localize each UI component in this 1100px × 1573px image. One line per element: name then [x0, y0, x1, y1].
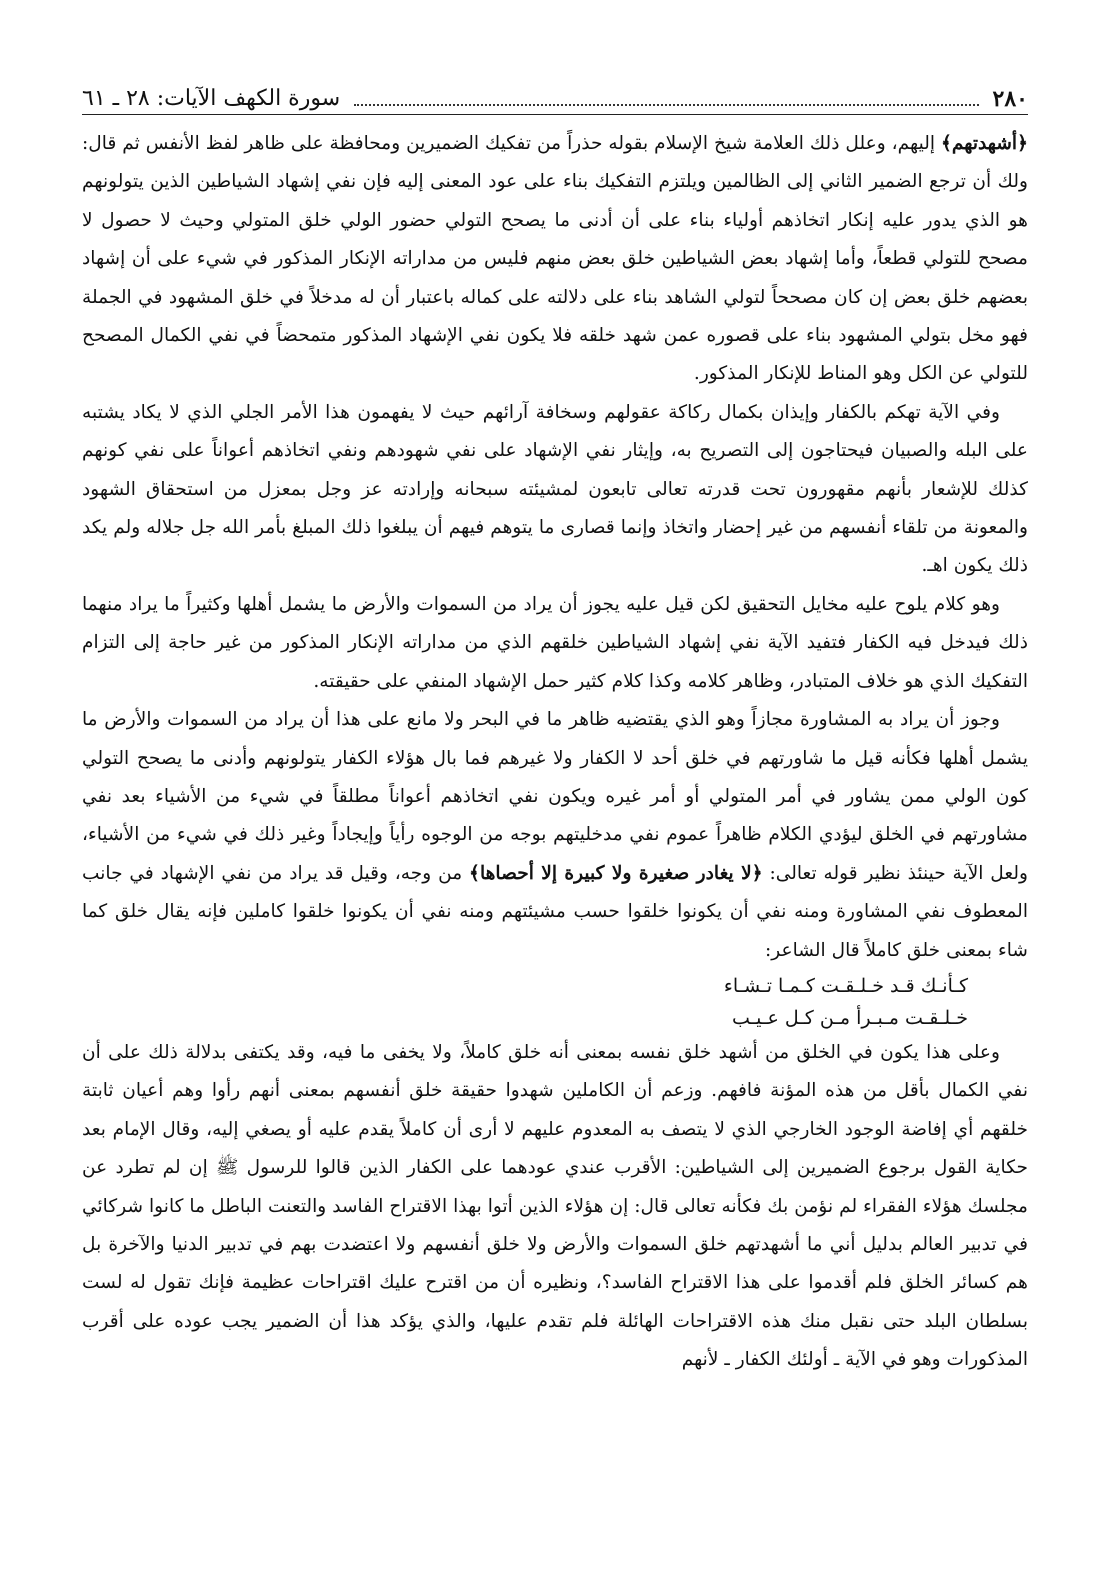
quoted-word: ﴿أشهدتهم﴾: [941, 133, 1028, 154]
page-number: ٢٨٠: [992, 86, 1028, 112]
header-dots-divider: [354, 104, 978, 106]
paragraph-4: [82, 701, 1028, 970]
poem-line-1: كـأنـك قـد خـلـقـت كـمـا تـشـاء: [723, 974, 968, 997]
poem-hemistich-1: [82, 970, 1028, 1002]
poem-hemistich-2: [82, 1002, 1028, 1034]
commentary-text: [82, 125, 1028, 1380]
paragraph-4-text-before: وجوز أن يراد به المشاورة مجازاً وهو الذي يقتضيه ظاهر ما في البحر ولا مانع على هذا أن يراد من السموات والأرض ما يشمل أهلها فكأنه قيل ما شاورتهم في خلق أحد لا الكفار ولا غيرهم فما بال هؤلاء الكفار يتولونهم وأدنى ما يصحح التولي كون الولي ممن يشاور في أمر المتولي أو أمر غيره ويكون نفي اتخاذهم أعواناً مطلقاً في شيء من الأشياء بعد نفي مشاورتهم في الخلق ليؤدي الكلام ظاهراً عموم نفي مدخليتهم بوجه من الوجوه رأياً وإيجاداً وغير ذلك في شيء من الأشياء، ولعل الآية حينئذ نظير قوله تعالى:: [82, 709, 1028, 884]
paragraph-4-text-after: من وجه، وقيل قد يراد من نفي الإشهاد في جانب المعطوف نفي المشاورة ومنه نفي أن يكونوا خلقوا حسب مشيئتهم ومنه نفي أن يكونوا خلقوا كاملين فإنه يقال خلق كما شاء بمعنى خلق كاملاً قال الشاعر:: [82, 862, 1028, 961]
paragraph-5: وعلى هذا يكون في الخلق من أشهد خلق نفسه بمعنى أنه خلق كاملاً، ولا يخفى ما فيه، وقد يكتفى بدلالة ذلك على أن نفي الكمال بأقل من هذه المؤنة فافهم. وزعم أن الكاملين شهدوا حقيقة خلق أنفسهم بمعنى أنهم رأوا وهم أعيان ثابتة خلقهم أي إفاضة الوجود الخارجي الذي لا يتصف به المعدوم عليهم لا أرى أن كاملاً يقدم عليه أو يصغي إليه، وقال الإمام بعد حكاية القول برجوع الضميرين إلى الشياطين: الأقرب عندي عودهما على الكفار الذين قالوا للرسول ﷺ إن لم تطرد عن مجلسك هؤلاء الفقراء لم نؤمن بك فكأنه تعالى قال: إن هؤلاء الذين أتوا بهذا الاقتراح الفاسد والتعنت الباطل ما كانوا شركائي في تدبير العالم بدليل أني ما أشهدتهم خلق السموات والأرض ولا خلق أنفسهم ولا اعتضدت بهم في تدبير الدنيا والآخرة بل هم كسائر الخلق فلم أقدموا على هذا الاقتراح الفاسد؟، ونظيره أن من اقترح عليك اقتراحات عظيمة فإنك تقول له لست بسلطان البلد حتى نقبل منك هذه الاقتراحات الهائلة فلم تقدم عليها، والذي يؤكد هذا أن الضمير يجب عوده على أقرب المذكورات وهو في الآية ـ أولئك الكفار ـ لأنهم: [82, 1041, 1028, 1371]
paragraph-2: وفي الآية تهكم بالكفار وإيذان بكمال ركاكة عقولهم وسخافة آرائهم حيث لا يفهمون هذا الأمر الجلي الذي لا يكاد يشتبه على البله والصبيان فيحتاجون إلى التصريح به، وإيثار نفي الإشهاد على نفي شهودهم ونفي اتخاذهم أعواناً على نفي كونهم كذلك للإشعار بأنهم مقهورون تحت قدرته تعالى تابعون لمشيئته سبحانه وإرادته عز وجل بمعزل من استحقاق الشهود والمعونة من تلقاء أنفسهم من غير إحضار واتخاذ وإنما قصارى ما يتوهم فيهم أن يبلغوا ذلك المبلغ بأمر الله جل جلاله ولم يكد ذلك يكون اهـ.: [82, 401, 1028, 577]
surah-title: سورة الكهف الآيات: ٢٨ ـ ٦١: [82, 86, 341, 111]
paragraph-1: [82, 125, 1028, 394]
paragraph-3: وهو كلام يلوح عليه مخايل التحقيق لكن قيل عليه يجوز أن يراد من السموات والأرض ما يشمل أهلها وكثيراً ما يراد منهما ذلك فيدخل فيه الكفار فتفيد الآية نفي إشهاد الشياطين خلقهم الذي من مداراته الإنكار المذكور من غير حاجة إلى التزام التفكيك الذي هو خلاف المتبادر، وظاهر كلامه وكذا كلام كثير حمل الإشهاد المنفي على حقيقته.: [82, 593, 1028, 692]
quran-quote: ﴿لا يغادر صغيرة ولا كبيرة إلا أحصاها﴾: [469, 862, 763, 884]
page-header: [82, 78, 1028, 115]
poem-line-2: خـلـقـت مـبـرأ مـن كـل عـيـب: [731, 1006, 968, 1029]
book-page: [82, 78, 1028, 1548]
paragraph-1-text: إليهم، وعلل ذلك العلامة شيخ الإسلام بقوله حذراً من تفكيك الضميرين ومحافظة على ظاهر لفظ الأنفس ثم قال: ولك أن ترجع الضمير الثاني إلى الظالمين ويلتزم التفكيك بناء على عود المعنى إليه فإن نفي إشهاد الشياطين الذين يتولونهم هو الذي يدور عليه إنكار اتخاذهم أولياء بناء على أن أدنى ما يصحح التولي حضور الولي خلق المتولي وحيث لا حصول لا مصحح للتولي قطعاً، وأما إشهاد بعض الشياطين خلق بعض منهم فليس من مداراته الإنكار المذكور في شيء على أن إشهاد بعضهم خلق بعض إن كان مصححاً لتولي الشاهد بناء على دلالته على كماله باعتبار أن له مدخلاً في خلق المشهود في الجملة فهو مخل بتولي المشهود بناء على قصوره عمن شهد خلقه فلا يكون نفي الإشهاد المذكور متمحضاً في نفي الكمال المصحح للتولي عن الكل وهو المناط للإنكار المذكور.: [82, 133, 1028, 385]
